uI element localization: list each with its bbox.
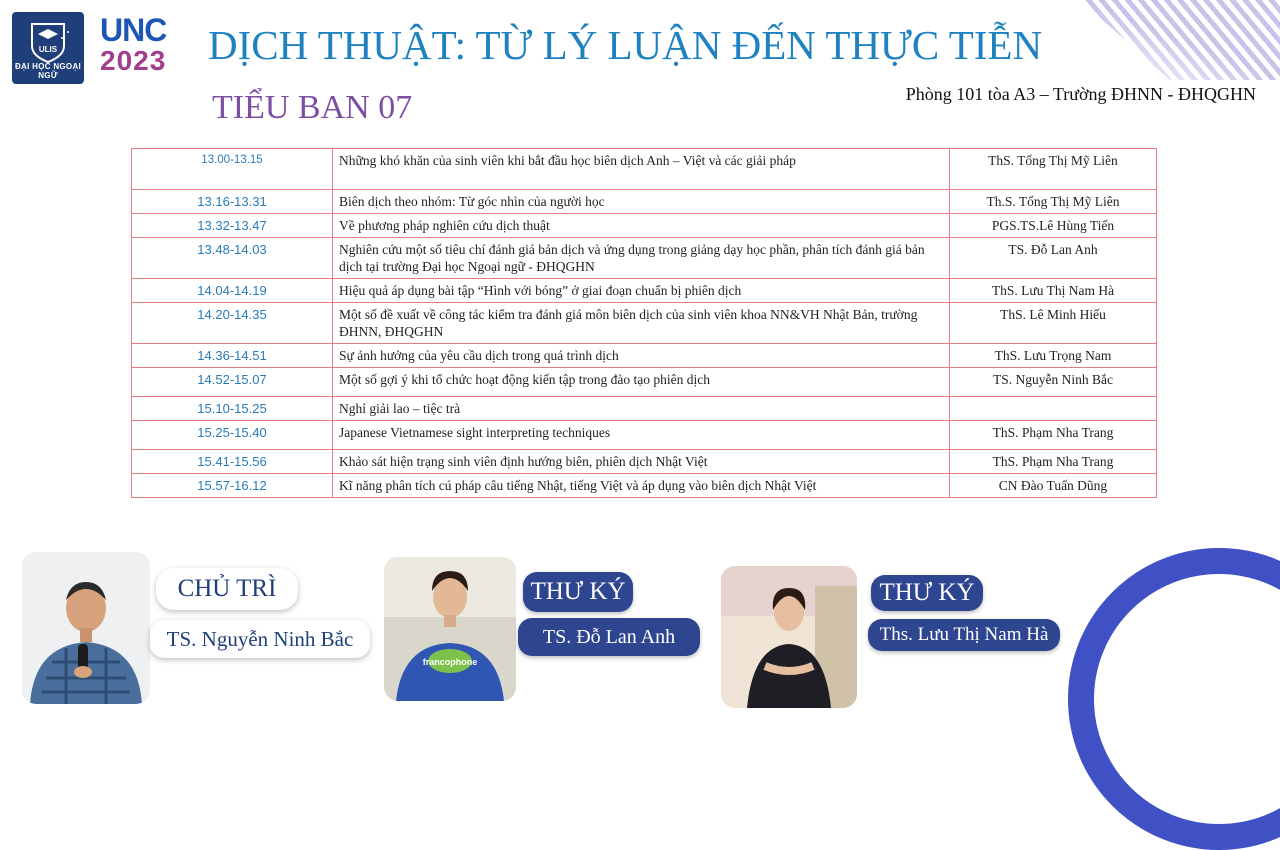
speaker-cell: ThS. Lê Minh Hiếu [950, 303, 1157, 344]
time-cell: 15.57-16.12 [132, 474, 333, 498]
table-row [132, 344, 1157, 368]
speaker-cell: Th.S. Tống Thị Mỹ Liên [950, 190, 1157, 214]
time-cell: 14.04-14.19 [132, 279, 333, 303]
unc-logo [100, 14, 182, 84]
speaker-cell: TS. Đỗ Lan Anh [950, 238, 1157, 279]
topic-cell: Hiệu quả áp dụng bài tập “Hình với bóng” ở giai đoạn chuẩn bị phiên dịch [333, 279, 950, 303]
speaker-cell [950, 397, 1157, 421]
topic-cell: Nghỉ giải lao – tiệc trà [333, 397, 950, 421]
secretary1-role-label: THƯ KÝ [523, 572, 633, 612]
table-row [132, 149, 1157, 190]
table-row [132, 368, 1157, 397]
topic-cell: Biên dịch theo nhóm: Từ góc nhìn của người học [333, 190, 950, 214]
unc-logo-line2: 2023 [100, 45, 167, 76]
session-title: TIỂU BAN 07 [212, 89, 413, 126]
speaker-cell: TS. Nguyễn Ninh Bắc [950, 368, 1157, 397]
time-cell: 14.52-15.07 [132, 368, 333, 397]
time-cell: 13.16-13.31 [132, 190, 333, 214]
time-cell: 14.36-14.51 [132, 344, 333, 368]
secretary2-photo [721, 566, 857, 708]
ulis-logo [12, 12, 84, 84]
topic-cell: Sự ảnh hưởng của yêu cầu dịch trong quá trình dịch [333, 344, 950, 368]
chair-role-label: CHỦ TRÌ [156, 568, 298, 610]
table-row [132, 238, 1157, 279]
topic-cell: Japanese Vietnamese sight interpreting techniques [333, 421, 950, 450]
table-row [132, 279, 1157, 303]
location-text: Phòng 101 tòa A3 – Trường ĐHNN - ĐHQGHN [905, 84, 1256, 104]
table-row [132, 474, 1157, 498]
decorative-arc [1068, 548, 1280, 850]
page-title: DỊCH THUẬT: TỪ LÝ LUẬN ĐẾN THỰC TIỄN [208, 22, 1043, 68]
topic-cell: Về phương pháp nghiên cứu dịch thuật [333, 214, 950, 238]
speaker-cell: CN Đào Tuấn Dũng [950, 474, 1157, 498]
unc-logo-line1: UNC [100, 12, 167, 48]
speaker-cell: ThS. Lưu Thị Nam Hà [950, 279, 1157, 303]
time-cell: 13.32-13.47 [132, 214, 333, 238]
topic-cell: Khảo sát hiện trạng sinh viên định hướng biên, phiên dịch Nhật Việt [333, 450, 950, 474]
decorative-stripes [1020, 0, 1280, 80]
svg-text:ULIS: ULIS [38, 45, 58, 54]
secretary1-photo [384, 557, 516, 701]
table-row [132, 214, 1157, 238]
secretary1-name-label: TS. Đỗ Lan Anh [518, 618, 700, 656]
ulis-logo-text: ĐẠI HỌC NGOẠI NGỮ [14, 62, 82, 80]
speaker-cell: ThS. Tống Thị Mỹ Liên [950, 149, 1157, 190]
table-row [132, 421, 1157, 450]
speaker-cell: ThS. Lưu Trọng Nam [950, 344, 1157, 368]
secretary2-name-label: Ths. Lưu Thị Nam Hà [868, 619, 1060, 651]
time-cell: 13.00-13.15 [132, 149, 333, 190]
table-row [132, 397, 1157, 421]
topic-cell: Một số đề xuất về công tác kiểm tra đánh giá môn biên dịch của sinh viên khoa NN&VH Nhật Bản, trường ĐHNN, ĐHQGHN [333, 303, 950, 344]
time-cell: 15.10-15.25 [132, 397, 333, 421]
ulis-emblem-icon [12, 12, 84, 68]
table-row [132, 190, 1157, 214]
speaker-cell: ThS. Phạm Nha Trang [950, 450, 1157, 474]
time-cell: 14.20-14.35 [132, 303, 333, 344]
chair-name-label: TS. Nguyễn Ninh Bắc [150, 620, 370, 658]
svg-text:francophone: francophone [422, 657, 478, 667]
time-cell: 13.48-14.03 [132, 238, 333, 279]
schedule-table [131, 148, 1157, 498]
topic-cell: Nghiên cứu một số tiêu chí đánh giá bản dịch và ứng dụng trong giảng dạy học phần, phân tích đánh giá bản dịch tại trường Đại học Ngoại ngữ - ĐHQGHN [333, 238, 950, 279]
secretary2-role-label: THƯ KÝ [871, 575, 983, 611]
speaker-cell: PGS.TS.Lê Hùng Tiến [950, 214, 1157, 238]
table-row [132, 450, 1157, 474]
topic-cell: Kĩ năng phân tích cú pháp câu tiếng Nhật, tiếng Việt và áp dụng vào biên dịch Nhật Việt [333, 474, 950, 498]
time-cell: 15.41-15.56 [132, 450, 333, 474]
time-cell: 15.25-15.40 [132, 421, 333, 450]
chair-photo [22, 552, 150, 704]
speaker-cell: ThS. Phạm Nha Trang [950, 421, 1157, 450]
table-row [132, 303, 1157, 344]
topic-cell: Một số gợi ý khi tổ chức hoạt động kiến tập trong đào tạo phiên dịch [333, 368, 950, 397]
topic-cell: Những khó khăn của sinh viên khi bắt đầu học biên dịch Anh – Việt và các giải pháp [333, 149, 950, 190]
